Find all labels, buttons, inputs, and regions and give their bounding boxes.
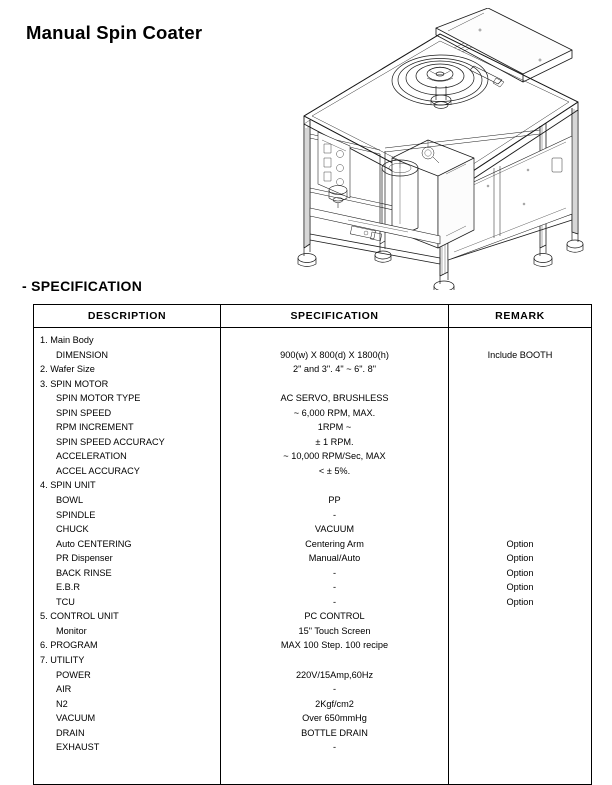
cell-description (34, 624, 221, 639)
cell-remark (449, 726, 592, 741)
table-row (34, 740, 592, 755)
description-text: BOWL (56, 495, 84, 506)
cell-specification (221, 478, 449, 493)
table-header-row (34, 305, 592, 328)
cell-specification: 2" and 3". 4" ~ 6". 8" (221, 362, 449, 377)
table-row (34, 406, 592, 421)
description-text: TCU (56, 596, 75, 607)
cell-remark (449, 668, 592, 683)
description-text: 1. Main Body (40, 335, 94, 345)
cell-description (34, 726, 221, 741)
description-text: ACCEL ACCURACY (56, 465, 140, 476)
cell-specification: VACUUM (221, 522, 449, 537)
table-row (34, 682, 592, 697)
cell-specification: - (221, 740, 449, 755)
cell-description (34, 420, 221, 435)
description-text: DRAIN (56, 727, 85, 738)
cell-specification: Centering Arm (221, 537, 449, 552)
cell-remark (449, 420, 592, 435)
table-spacer-row (34, 755, 592, 770)
description-text: AIR (56, 684, 72, 695)
description-text: N2 (56, 698, 68, 709)
cell-remark (449, 624, 592, 639)
table-row (34, 328, 592, 348)
column-header-specification: SPECIFICATION (221, 305, 449, 328)
cell-description (34, 682, 221, 697)
cell-specification: MAX 100 Step. 100 recipe (221, 638, 449, 653)
cell-specification: 220V/15Amp,60Hz (221, 668, 449, 683)
cell-specification (221, 377, 449, 392)
description-text: POWER (56, 669, 91, 680)
cell-specification: - (221, 580, 449, 595)
cell-empty (34, 769, 221, 784)
table-row (34, 449, 592, 464)
cell-specification: PC CONTROL (221, 609, 449, 624)
column-header-description: DESCRIPTION (34, 305, 221, 328)
table-row (34, 348, 592, 363)
cell-specification: Manual/Auto (221, 551, 449, 566)
column-header-remark: REMARK (449, 305, 592, 328)
cell-specification: < ± 5%. (221, 464, 449, 479)
table-row (34, 464, 592, 479)
table-row (34, 551, 592, 566)
table-row (34, 697, 592, 712)
cell-remark (449, 435, 592, 450)
cell-specification: 900(w) X 800(d) X 1800(h) (221, 348, 449, 363)
cell-description (34, 348, 221, 363)
specification-table-wrapper (33, 304, 591, 785)
table-row (34, 566, 592, 581)
cell-remark: Include BOOTH (449, 348, 592, 363)
description-text: E.B.R (56, 582, 80, 593)
cell-remark (449, 697, 592, 712)
cell-description (34, 668, 221, 683)
cell-description (34, 377, 221, 392)
cell-description (34, 406, 221, 421)
cell-specification: AC SERVO, BRUSHLESS (221, 391, 449, 406)
table-row (34, 609, 592, 624)
cell-specification: BOTTLE DRAIN (221, 726, 449, 741)
cell-description (34, 464, 221, 479)
cell-description (34, 638, 221, 653)
cell-specification: ~ 6,000 RPM, MAX. (221, 406, 449, 421)
table-row (34, 726, 592, 741)
cell-specification (221, 328, 449, 348)
description-text: Auto CENTERING (56, 538, 132, 549)
cell-description (34, 391, 221, 406)
cell-empty (449, 769, 592, 784)
description-text: PR Dispenser (56, 553, 113, 564)
cell-description (34, 697, 221, 712)
table-spacer-row (34, 769, 592, 784)
cell-description (34, 580, 221, 595)
description-text: CHUCK (56, 524, 89, 535)
description-text: Monitor (56, 625, 87, 636)
cell-remark (449, 478, 592, 493)
cell-specification: - (221, 508, 449, 523)
cell-specification: ~ 10,000 RPM/Sec, MAX (221, 449, 449, 464)
cell-remark (449, 682, 592, 697)
cell-remark (449, 406, 592, 421)
cell-description (34, 508, 221, 523)
cell-remark (449, 508, 592, 523)
description-text: 2. Wafer Size (40, 364, 95, 375)
description-text: VACUUM (56, 713, 96, 724)
table-row (34, 435, 592, 450)
description-text: SPINDLE (56, 509, 96, 520)
cell-description (34, 566, 221, 581)
cell-description (34, 711, 221, 726)
description-text: RPM INCREMENT (56, 422, 134, 433)
cell-description (34, 653, 221, 668)
table-row (34, 508, 592, 523)
cell-description (34, 522, 221, 537)
cell-description (34, 609, 221, 624)
cell-remark (449, 638, 592, 653)
cell-specification: - (221, 566, 449, 581)
section-heading-specification: - SPECIFICATION (22, 278, 143, 294)
cell-specification: - (221, 595, 449, 610)
table-row (34, 493, 592, 508)
cell-remark (449, 609, 592, 624)
cell-specification: Over 650mmHg (221, 711, 449, 726)
cell-remark (449, 449, 592, 464)
cell-remark (449, 653, 592, 668)
description-text: 7. UTILITY (40, 655, 85, 666)
spin-coater-cad-drawing (288, 8, 610, 290)
cell-remark (449, 391, 592, 406)
description-text: BACK RINSE (56, 567, 112, 578)
description-text: 5. CONTROL UNIT (40, 611, 119, 622)
cell-description (34, 493, 221, 508)
cell-empty (221, 769, 449, 784)
cell-remark: Option (449, 595, 592, 610)
cell-remark (449, 464, 592, 479)
description-text: SPIN SPEED (56, 407, 112, 418)
cell-description (34, 537, 221, 552)
cell-remark: Option (449, 566, 592, 581)
cell-description (34, 740, 221, 755)
cell-specification: - (221, 682, 449, 697)
cell-remark: Option (449, 551, 592, 566)
table-row (34, 580, 592, 595)
cell-description (34, 362, 221, 377)
cell-specification: 2Kgf/cm2 (221, 697, 449, 712)
cell-remark (449, 362, 592, 377)
table-row (34, 478, 592, 493)
cell-empty (221, 755, 449, 770)
table-row (34, 362, 592, 377)
cell-specification: 15" Touch Screen (221, 624, 449, 639)
page-title: Manual Spin Coater (26, 22, 203, 43)
description-text: DIMENSION (56, 349, 109, 360)
table-row (34, 420, 592, 435)
table-row (34, 711, 592, 726)
table-row (34, 624, 592, 639)
cell-remark (449, 740, 592, 755)
cell-remark: Option (449, 537, 592, 552)
cell-remark: Option (449, 580, 592, 595)
table-row (34, 537, 592, 552)
specification-table-body (34, 328, 592, 785)
cell-remark (449, 328, 592, 348)
description-text: EXHAUST (56, 742, 100, 753)
cell-remark (449, 493, 592, 508)
cell-remark (449, 522, 592, 537)
cell-specification (221, 653, 449, 668)
cell-description (34, 595, 221, 610)
description-text: SPIN MOTOR TYPE (56, 393, 141, 404)
cell-empty (449, 755, 592, 770)
cell-remark (449, 711, 592, 726)
table-row (34, 668, 592, 683)
cell-description (34, 478, 221, 493)
table-row (34, 522, 592, 537)
description-text: 3. SPIN MOTOR (40, 378, 109, 389)
cell-description (34, 551, 221, 566)
table-row (34, 391, 592, 406)
description-text: 6. PROGRAM (40, 640, 98, 651)
table-row (34, 638, 592, 653)
cell-empty (34, 755, 221, 770)
specification-table (33, 304, 592, 785)
description-text: 4. SPIN UNIT (40, 480, 96, 491)
cell-specification: 1RPM ~ (221, 420, 449, 435)
description-text: ACCELERATION (56, 451, 127, 462)
cell-specification: PP (221, 493, 449, 508)
cell-remark (449, 377, 592, 392)
table-row (34, 377, 592, 392)
cell-specification: ± 1 RPM. (221, 435, 449, 450)
table-row (34, 653, 592, 668)
cell-description (34, 449, 221, 464)
cell-description (34, 328, 221, 348)
cell-description (34, 435, 221, 450)
table-row (34, 595, 592, 610)
description-text: SPIN SPEED ACCURACY (56, 436, 165, 447)
